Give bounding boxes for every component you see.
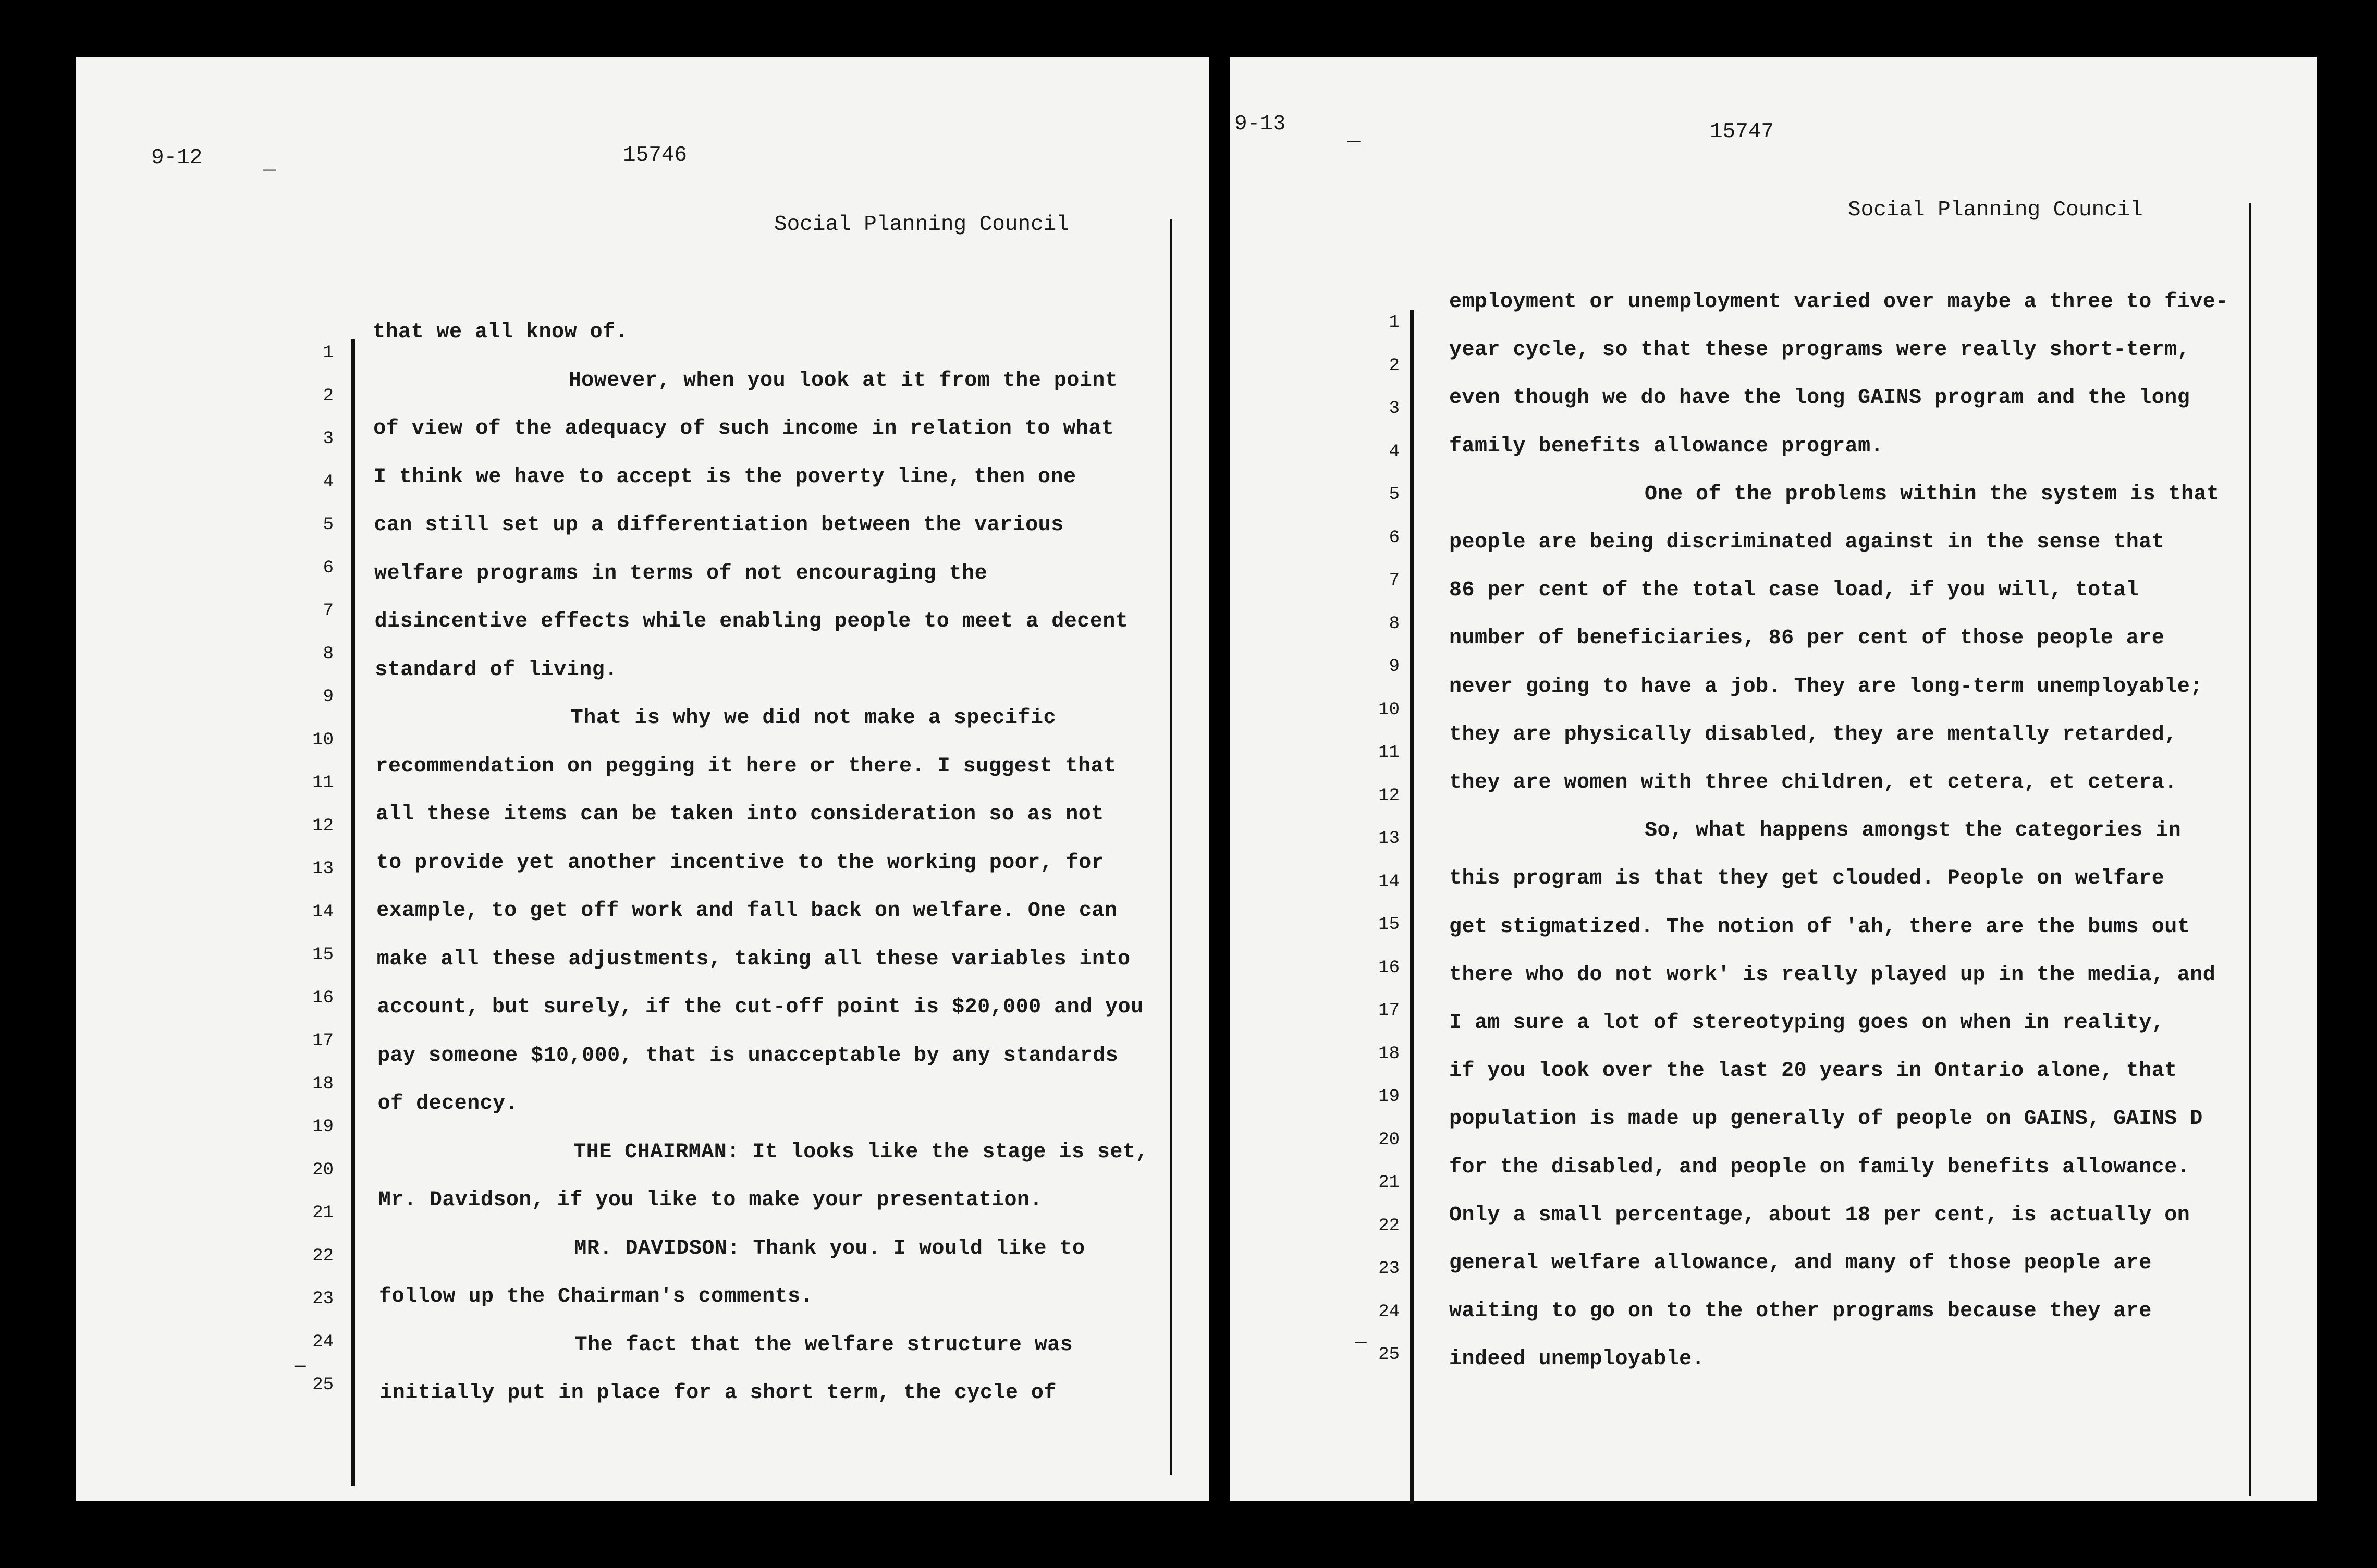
left-margin-rule: [351, 339, 355, 1486]
line-number: 15: [1378, 915, 1400, 935]
transcript-line: get stigmatized. The notion of 'ah, there are the bums out: [1449, 915, 2190, 939]
line-number: 10: [1378, 700, 1400, 720]
line-number: 5: [1389, 485, 1400, 505]
page-number: 15747: [1710, 120, 1774, 144]
transcript-line: for the disabled, and people on family benefits allowance.: [1449, 1155, 2190, 1179]
line-number: 8: [1389, 614, 1400, 634]
transcript-line: welfare programs in terms of not encouraging the: [374, 561, 988, 585]
line-number: 24: [1378, 1302, 1400, 1322]
transcript-line: waiting to go on to the other programs because they are: [1449, 1300, 2152, 1324]
line-number: 3: [1389, 399, 1400, 419]
line-number: 20: [1378, 1130, 1400, 1150]
line-number: 24: [312, 1332, 334, 1352]
transcript-line: However, when you look at it from the point: [568, 369, 1118, 393]
page-code: 9-13: [1234, 112, 1286, 136]
transcript-line: employment or unemployment varied over maybe a three to five-: [1449, 290, 2228, 314]
line-number: 21: [1378, 1173, 1400, 1193]
line-number: 4: [1389, 442, 1400, 462]
page-code: 9-12: [151, 146, 203, 170]
line-number: 14: [312, 902, 334, 922]
line-number: 3: [323, 429, 334, 449]
transcript-line: all these items can be taken into consideration so as not: [376, 803, 1104, 826]
line-number: 13: [1378, 829, 1400, 849]
transcript-line: to provide yet another incentive to the working poor, for: [376, 851, 1105, 875]
transcript-line: disincentive effects while enabling people to meet a decent: [374, 610, 1129, 633]
line-number: 18: [312, 1074, 334, 1094]
transcript-line: The fact that the welfare structure was: [574, 1333, 1073, 1357]
transcript-line: That is why we did not make a specific: [570, 706, 1056, 730]
header-title: Social Planning Council: [774, 213, 1069, 237]
left-margin-rule: [1410, 310, 1414, 1504]
line-number: 18: [1378, 1044, 1400, 1064]
line-25-marker: —: [295, 1355, 306, 1377]
line-number: 23: [1378, 1259, 1400, 1279]
transcript-line: pay someone $10,000, that is unacceptable by any standards: [377, 1044, 1119, 1068]
transcript-line: initially put in place for a short term, the cycle of: [379, 1381, 1057, 1405]
right-margin-rule: [2249, 203, 2251, 1496]
line-number: 17: [1378, 1001, 1400, 1021]
transcript-line: if you look over the last 20 years in Ontario alone, that: [1449, 1059, 2177, 1083]
transcript-line: indeed unemployable.: [1449, 1348, 1705, 1371]
transcript-line: I am sure a lot of stereotyping goes on when in reality,: [1449, 1011, 2165, 1035]
line-number: 6: [323, 558, 334, 578]
transcript-line: of view of the adequacy of such income in relation to what: [373, 417, 1114, 440]
transcript-line: follow up the Chairman's comments.: [379, 1285, 814, 1308]
right-margin-rule: [1170, 219, 1172, 1475]
line-number: 15: [312, 945, 334, 965]
line-number: 14: [1378, 872, 1400, 892]
line-number: 7: [1389, 571, 1400, 591]
transcript-line: 86 per cent of the total case load, if you will, total: [1449, 579, 2139, 603]
line-number: 5: [323, 515, 334, 535]
transcript-line: Mr. Davidson, if you like to make your presentation.: [378, 1189, 1043, 1212]
line-number: 10: [312, 730, 334, 750]
transcript-line: this program is that they get clouded. People on welfare: [1449, 867, 2165, 891]
line-number: 16: [1378, 958, 1400, 978]
transcript-line: family benefits allowance program.: [1449, 434, 1884, 458]
transcript-line: One of the problems within the system is that: [1645, 482, 2220, 506]
line-number: 21: [312, 1203, 334, 1223]
line-number: 19: [1378, 1087, 1400, 1107]
line-number: 11: [1378, 743, 1400, 763]
transcript-line: So, what happens amongst the categories in: [1645, 819, 2182, 843]
transcript-line: general welfare allowance, and many of those people are: [1449, 1252, 2152, 1275]
transcript-line: they are physically disabled, they are mentally retarded,: [1449, 722, 2177, 746]
line-number: 25: [312, 1375, 334, 1395]
line-number: 6: [1389, 528, 1400, 548]
line-number: 22: [312, 1246, 334, 1266]
transcript-line: never going to have a job. They are long-term unemployable;: [1449, 675, 2203, 699]
transcript-line: I think we have to accept is the poverty line, then one: [373, 465, 1076, 489]
line-number: 16: [312, 988, 334, 1008]
header-dash: _: [1347, 123, 1361, 146]
transcript-line: even though we do have the long GAINS program and the long: [1449, 386, 2190, 410]
transcript-line: of decency.: [377, 1092, 519, 1116]
line-number: 8: [323, 644, 334, 664]
line-number: 20: [312, 1160, 334, 1180]
line-number: 9: [323, 687, 334, 707]
transcript-line: THE CHAIRMAN: It looks like the stage is set,: [573, 1140, 1148, 1164]
transcript-line: standard of living.: [375, 658, 618, 682]
line-number: 17: [312, 1031, 334, 1051]
transcript-line: people are being discriminated against in the sense that: [1449, 531, 2165, 554]
line-number: 1: [323, 343, 334, 363]
line-number: 13: [312, 859, 334, 879]
transcript-line: example, to get off work and fall back on welfare. One can: [376, 899, 1118, 923]
transcript-line: recommendation on pegging it here or there. I suggest that: [375, 754, 1117, 778]
line-number: 12: [312, 816, 334, 836]
transcript-line: there who do not work' is really played up in the media, and: [1449, 963, 2216, 987]
transcript-line: can still set up a differentiation between the various: [374, 513, 1064, 537]
transcript-page-right: [1230, 57, 2317, 1501]
line-number: 7: [323, 601, 334, 621]
transcript-line: number of beneficiaries, 86 per cent of those people are: [1449, 627, 2165, 651]
transcript-line: MR. DAVIDSON: Thank you. I would like to: [574, 1236, 1085, 1260]
header-dash: _: [263, 151, 276, 175]
transcript-line: that we all know of.: [373, 321, 629, 344]
line-number: 4: [323, 472, 334, 492]
line-number: 23: [312, 1289, 334, 1309]
line-number: 1: [1389, 313, 1400, 333]
transcript-line: population is made up generally of people on GAINS, GAINS D: [1449, 1107, 2203, 1131]
transcript-line: account, but surely, if the cut-off point is $20,000 and you: [377, 996, 1144, 1019]
transcript-line: make all these adjustments, taking all these variables into: [376, 947, 1131, 971]
header-title: Social Planning Council: [1848, 198, 2143, 222]
transcript-page-left: [76, 57, 1209, 1501]
transcript-line: they are women with three children, et cetera, et cetera.: [1449, 771, 2177, 794]
line-number: 19: [312, 1117, 334, 1137]
line-number: 22: [1378, 1216, 1400, 1236]
line-number: 2: [1389, 356, 1400, 376]
transcript-line: year cycle, so that these programs were really short-term,: [1449, 338, 2190, 362]
transcript-line: Only a small percentage, about 18 per cent, is actually on: [1449, 1203, 2190, 1227]
page-number: 15746: [623, 143, 688, 167]
line-number: 25: [1378, 1345, 1400, 1365]
line-number: 9: [1389, 657, 1400, 677]
line-number: 11: [312, 773, 334, 793]
line-number: 12: [1378, 786, 1400, 806]
line-25-marker: —: [1355, 1332, 1367, 1353]
line-number: 2: [323, 386, 334, 406]
